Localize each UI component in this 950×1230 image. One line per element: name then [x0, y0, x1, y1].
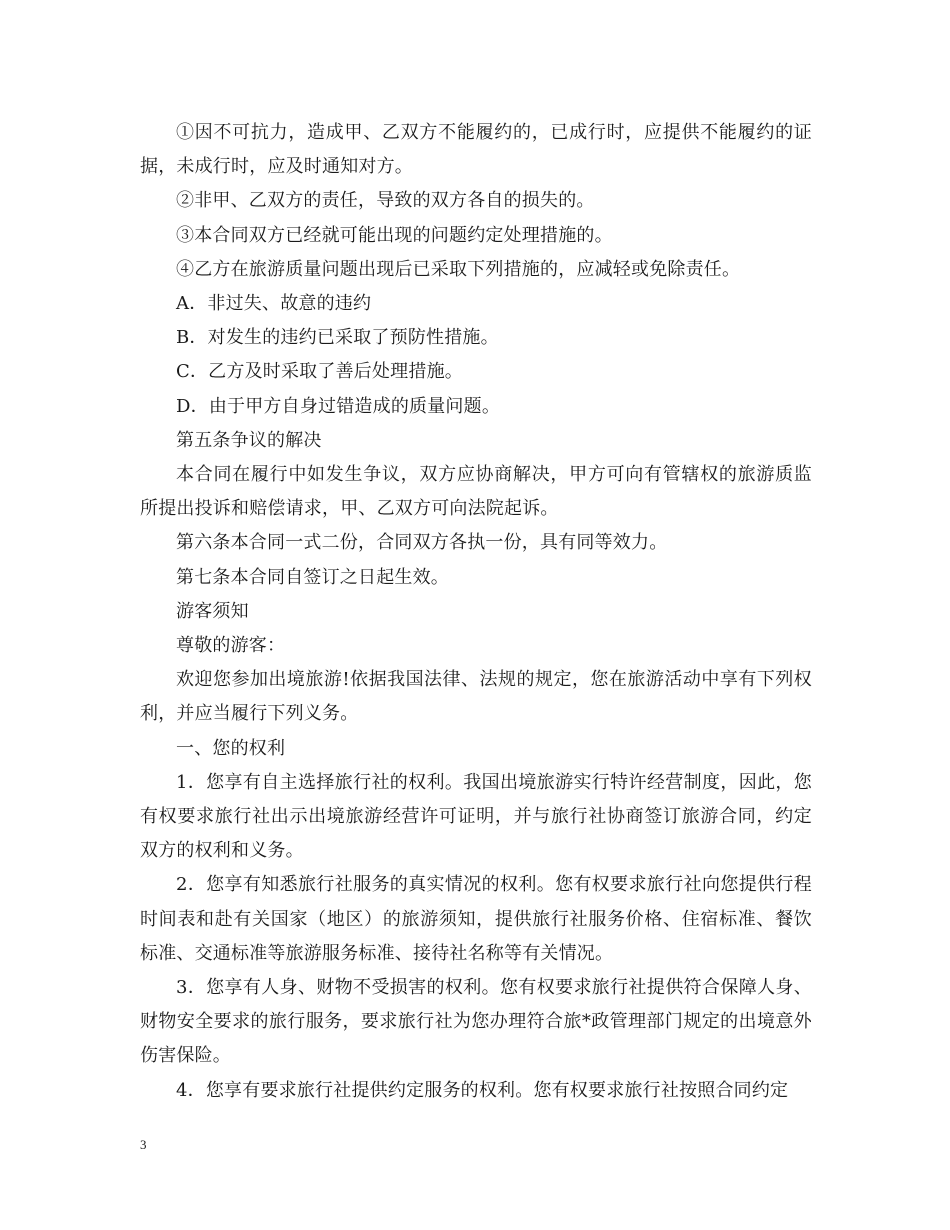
section-heading-article-5: 第五条争议的解决 [176, 429, 322, 451]
paragraph-welcome: 欢迎您参加出境旅游!依据我国法律、法规的规定，您在旅游活动中享有下列权利，并应当履行下列义务。 [140, 669, 812, 725]
section-heading-rights: 一、您的权利 [176, 737, 286, 759]
paragraph-article-7: 第七条本合同自签订之日起生效。 [176, 566, 449, 588]
salutation: 尊敬的游客： [176, 635, 286, 657]
paragraph-agreed-measures: ③本合同双方已经就可能出现的问题约定处理措施的。 [176, 224, 613, 246]
page-number: 3 [140, 1137, 147, 1152]
paragraph-party-b-measures: ④乙方在旅游质量问题出现后已采取下列措施的，应减轻或免除责任。 [176, 258, 741, 280]
list-item-c: C．乙方及时采取了善后处理措施。 [176, 361, 463, 383]
list-item-d: D．由于甲方自身过错造成的质量问题。 [176, 395, 501, 417]
paragraph-article-6: 第六条本合同一式二份，合同双方各执一份，具有同等效力。 [176, 532, 668, 554]
section-heading-visitor-notice: 游客须知 [176, 600, 249, 622]
paragraph-force-majeure: ①因不可抗力，造成甲、乙双方不能履约的，已成行时，应提供不能履约的证据，未成行时，应及时通知对方。 [140, 122, 812, 178]
paragraph-right-2: 2．您享有知悉旅行社服务的真实情况的权利。您有权要求旅行社向您提供行程时间表和赴有关国家（地区）的旅游须知，提供旅行社服务价格、住宿标准、餐饮标准、交通标准等旅游服务标准、接待社名称等有关情况。 [140, 874, 812, 964]
document-body [140, 116, 812, 1108]
paragraph-right-3: 3．您享有人身、财物不受损害的权利。您有权要求旅行社提供符合保障人身、财物安全要求的旅行服务，要求旅行社为您办理符合旅*政管理部门规定的出境意外伤害保险。 [140, 977, 812, 1067]
paragraph-right-4: 4．您享有要求旅行社提供约定服务的权利。您有权要求旅行社按照合同约定 [176, 1079, 789, 1101]
list-item-a: A．非过失、故意的违约 [176, 293, 372, 315]
list-item-b: B．对发生的违约已采取了预防性措施。 [176, 327, 499, 349]
paragraph-non-party-fault: ②非甲、乙双方的责任，导致的双方各自的损失的。 [176, 190, 595, 212]
paragraph-right-1: 1．您享有自主选择旅行社的权利。我国出境旅游实行特许经营制度，因此，您有权要求旅行社出示出境旅游经营许可证明，并与旅行社协商签订旅游合同，约定双方的权利和义务。 [140, 771, 812, 862]
paragraph-dispute-resolution: 本合同在履行中如发生争议，双方应协商解决，甲方可向有管辖权的旅游质监所提出投诉和赔偿请求，甲、乙双方可向法院起诉。 [140, 464, 812, 520]
